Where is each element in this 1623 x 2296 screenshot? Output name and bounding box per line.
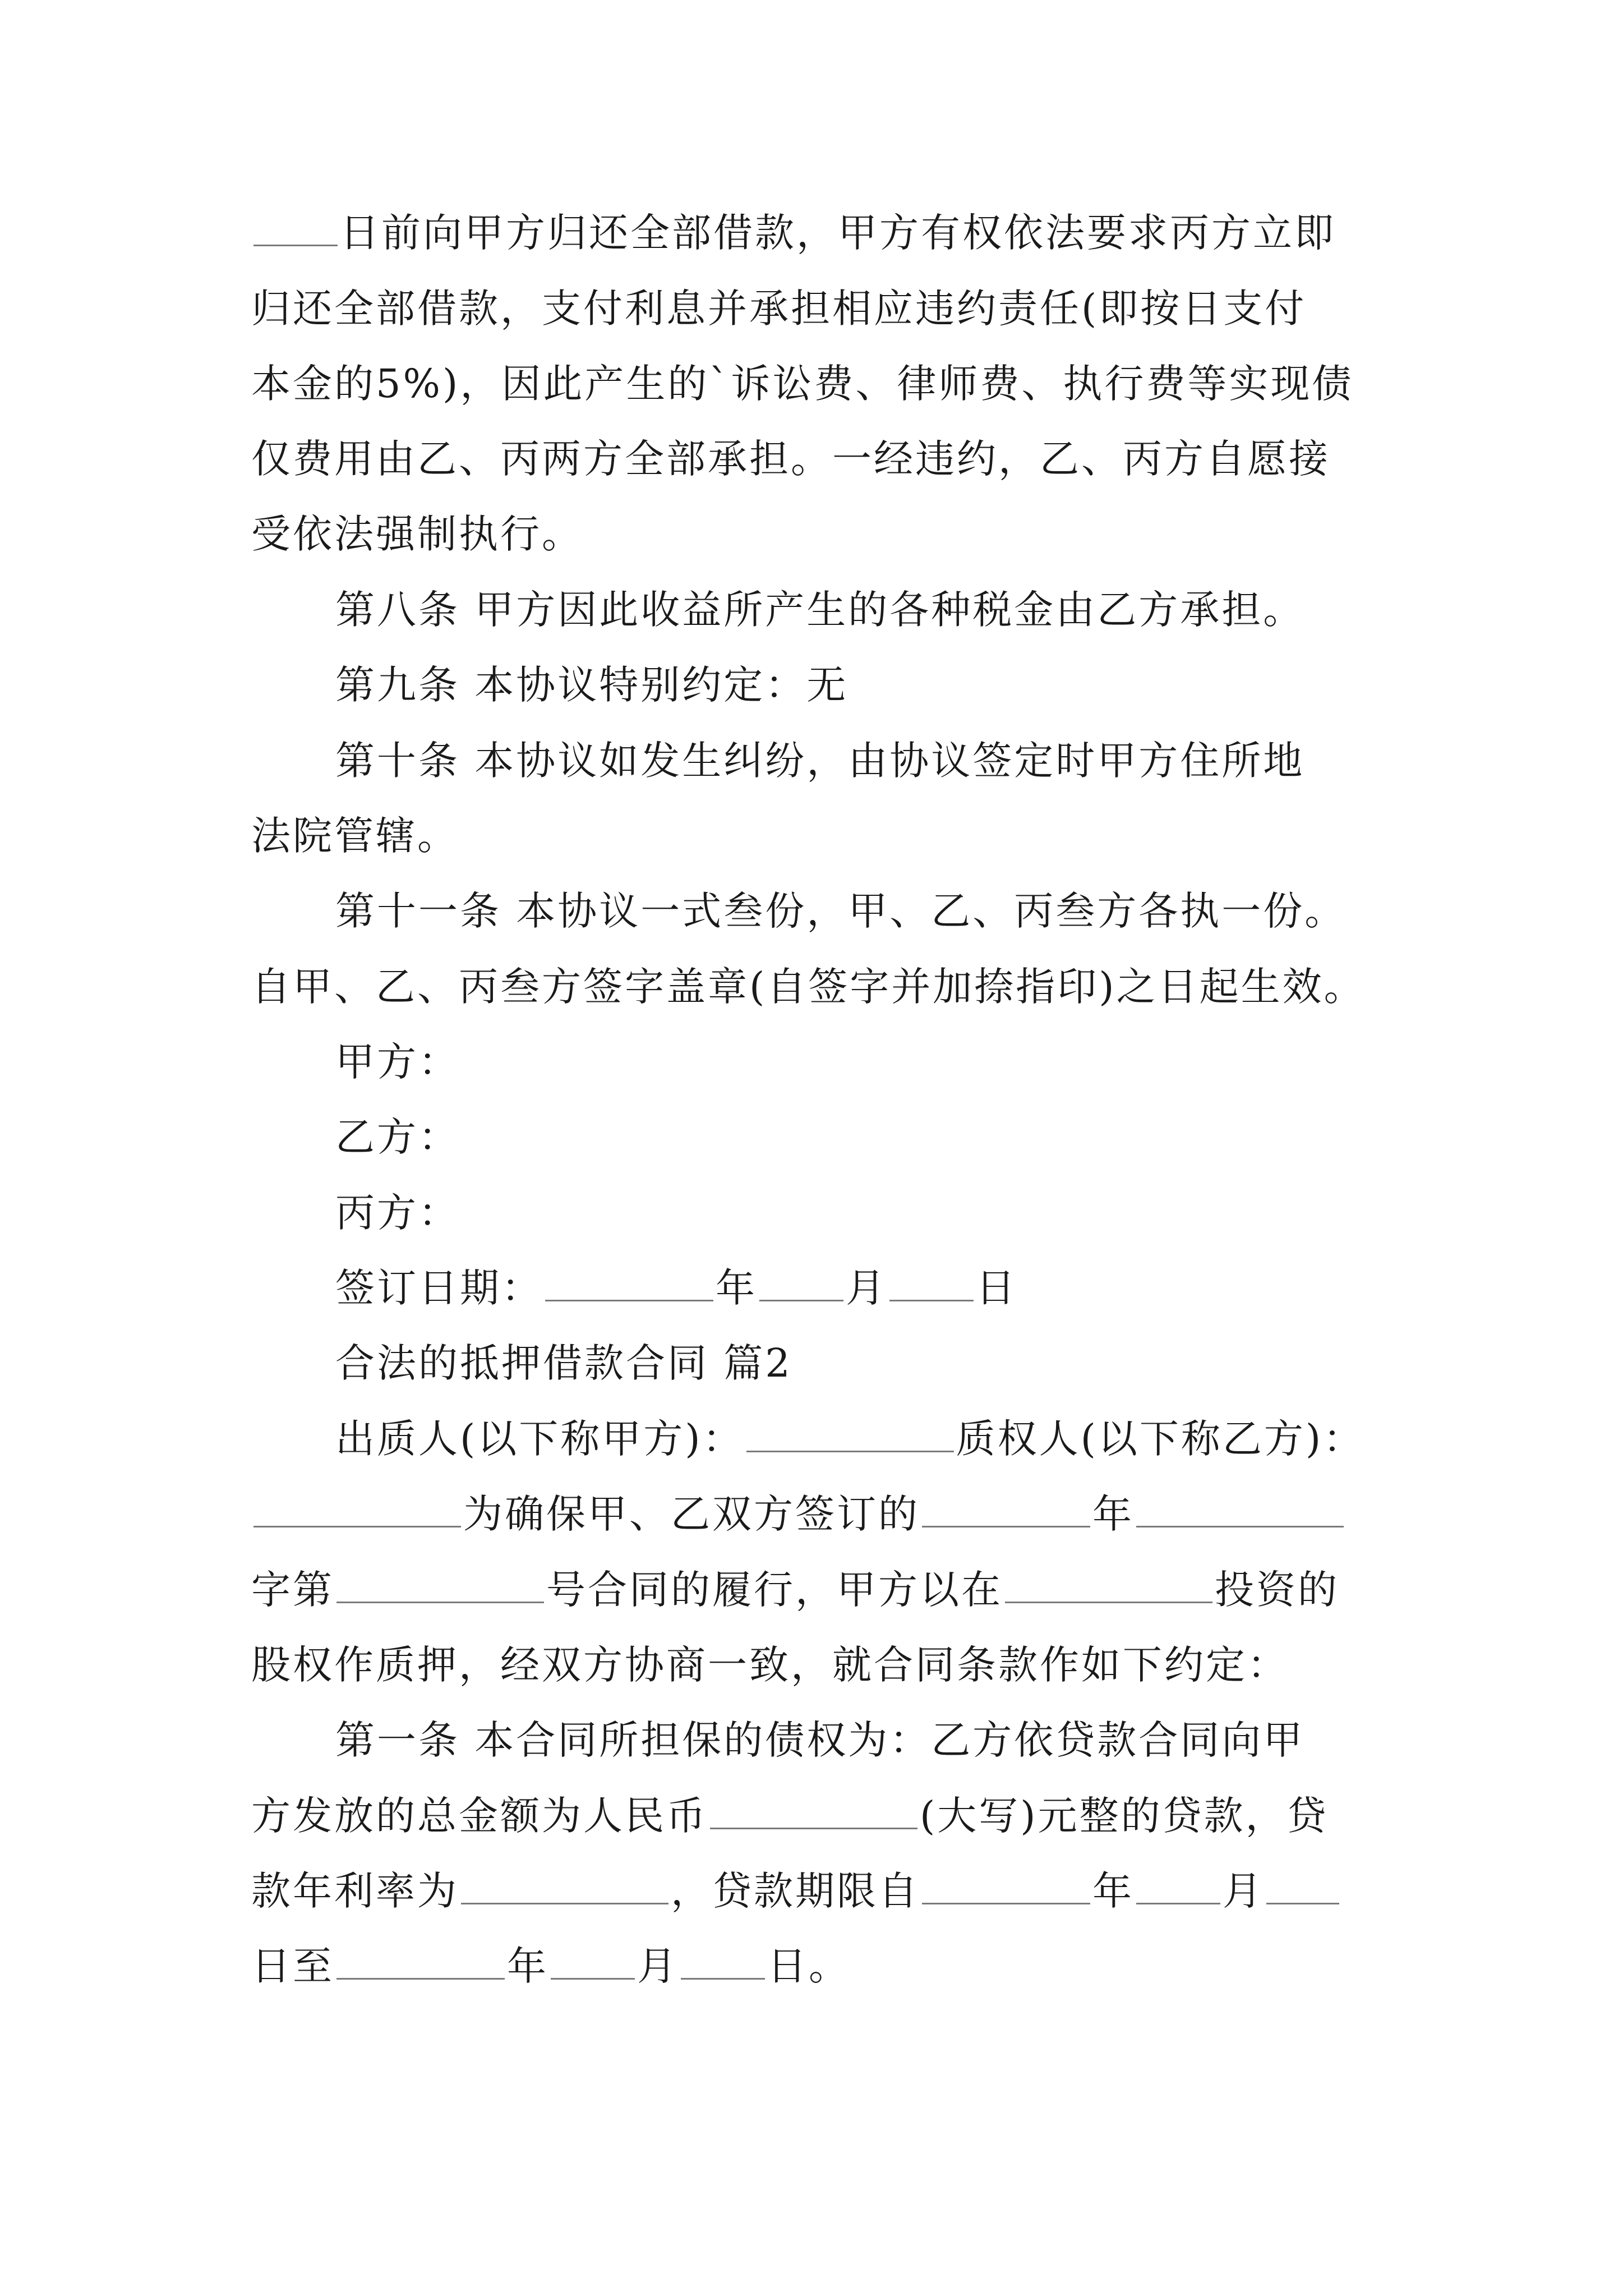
line-text: 股权作质押，经双方协商一致，就合同条款作如下约定： (251, 1642, 1289, 1688)
blank-field (336, 1940, 505, 1980)
text-line (251, 506, 583, 562)
sign-date-label: 签订日期： (335, 1265, 543, 1311)
line-text: 方发放的总金额为人民币 (251, 1793, 708, 1839)
line-text: 第一条 本合同所担保的债权为：乙方依贷款合同向甲 (335, 1717, 1305, 1763)
line-text: 丙方： (335, 1190, 460, 1236)
month-label: 月 (846, 1265, 887, 1311)
section-title (335, 1335, 792, 1391)
blank-field (1005, 1563, 1212, 1603)
text-line (251, 280, 1306, 337)
line-text: 仅费用由乙、丙两方全部承担。一经违约，乙、丙方自愿接 (251, 436, 1330, 482)
blank-field (1136, 1488, 1344, 1527)
blank-field (746, 1412, 954, 1452)
line-text: 甲方： (335, 1039, 460, 1085)
blank-field (710, 1789, 917, 1829)
line-text: 乙方： (335, 1114, 460, 1160)
sign-date-line (335, 1260, 1017, 1316)
text-line (251, 1486, 1346, 1542)
article-9 (335, 657, 848, 713)
text-line (251, 1562, 1339, 1618)
line-text: 第十条 本协议如发生纠纷，由协议签定时甲方住所地 (335, 738, 1305, 784)
section-title-text: 合法的抵押借款合同 篇2 (335, 1340, 792, 1386)
article-8 (335, 582, 1304, 638)
line-text: 年 (1092, 1868, 1134, 1914)
line-text: 号合同的履行，甲方以在 (546, 1567, 1003, 1613)
article-11 (335, 883, 1346, 939)
line-text: 第九条 本协议特别约定：无 (335, 662, 849, 708)
article-10 (335, 733, 1304, 789)
line-text: 日。 (767, 1943, 850, 1989)
line-text: 第十一条 本协议一式叁份，甲、乙、丙叁方各执一份。 (335, 888, 1347, 934)
line-text: 年 (1092, 1491, 1134, 1537)
blank-field (461, 1865, 668, 1904)
line-text: (大写)元整的贷款，贷 (920, 1793, 1329, 1839)
line-text: 受依法强制执行。 (251, 511, 583, 557)
blank-field (681, 1940, 765, 1980)
text-line (251, 959, 1366, 1015)
text-line (335, 1411, 1364, 1467)
blank-field (336, 1563, 544, 1603)
line-text: 第八条 甲方因此收益所产生的各种税金由乙方承担。 (335, 587, 1305, 633)
blank-field (889, 1262, 974, 1301)
blank-field (922, 1488, 1090, 1527)
line-text: 日至 (251, 1943, 334, 1989)
line-text: 本金的5%)，因此产生的`诉讼费、律师费、执行费等实现债 (251, 361, 1354, 407)
blank-field (545, 1262, 713, 1301)
text-line (251, 1938, 850, 1994)
text-line (251, 808, 459, 864)
line-text: 法院管辖。 (251, 813, 459, 859)
line-text: 日前向甲方归还全部借款，甲方有权依法要求丙方立即 (340, 210, 1336, 256)
line-text: 归还全部借款，支付利息并承担相应违约责任(即按日支付 (251, 286, 1307, 332)
line-text: 自甲、乙、丙叁方签字盖章(自签字并加捺指印)之日起生效。 (251, 964, 1366, 1010)
day-label: 日 (976, 1265, 1017, 1311)
blank-field (1136, 1865, 1220, 1904)
line-text: 投资的 (1215, 1567, 1339, 1613)
text-line (251, 431, 1330, 487)
party-b-signature (335, 1109, 460, 1165)
line-text: 出质人(以下称甲方)： (335, 1416, 744, 1462)
blank-field (253, 206, 338, 246)
text-line (251, 356, 1353, 412)
line-text: 字第 (251, 1567, 334, 1613)
blank-field (551, 1940, 635, 1980)
blank-field (253, 1488, 461, 1527)
text-line (251, 205, 1336, 261)
party-a-signature (335, 1034, 460, 1090)
line-text: 为确保甲、乙双方签订的 (463, 1491, 920, 1537)
pledge-article-1 (335, 1712, 1304, 1768)
line-text: ，贷款期限自 (671, 1868, 920, 1914)
text-line (251, 1637, 1289, 1693)
blank-field (1266, 1865, 1339, 1904)
party-c-signature (335, 1185, 460, 1241)
line-text: 月 (1223, 1868, 1264, 1914)
blank-field (759, 1262, 843, 1301)
text-line (251, 1788, 1329, 1844)
line-text: 款年利率为 (251, 1868, 459, 1914)
line-text: 月 (637, 1943, 679, 1989)
line-text: 年 (507, 1943, 548, 1989)
text-line (251, 1863, 1341, 1919)
year-label: 年 (716, 1265, 757, 1311)
line-text: 质权人(以下称乙方)： (956, 1416, 1365, 1462)
blank-field (922, 1865, 1090, 1904)
